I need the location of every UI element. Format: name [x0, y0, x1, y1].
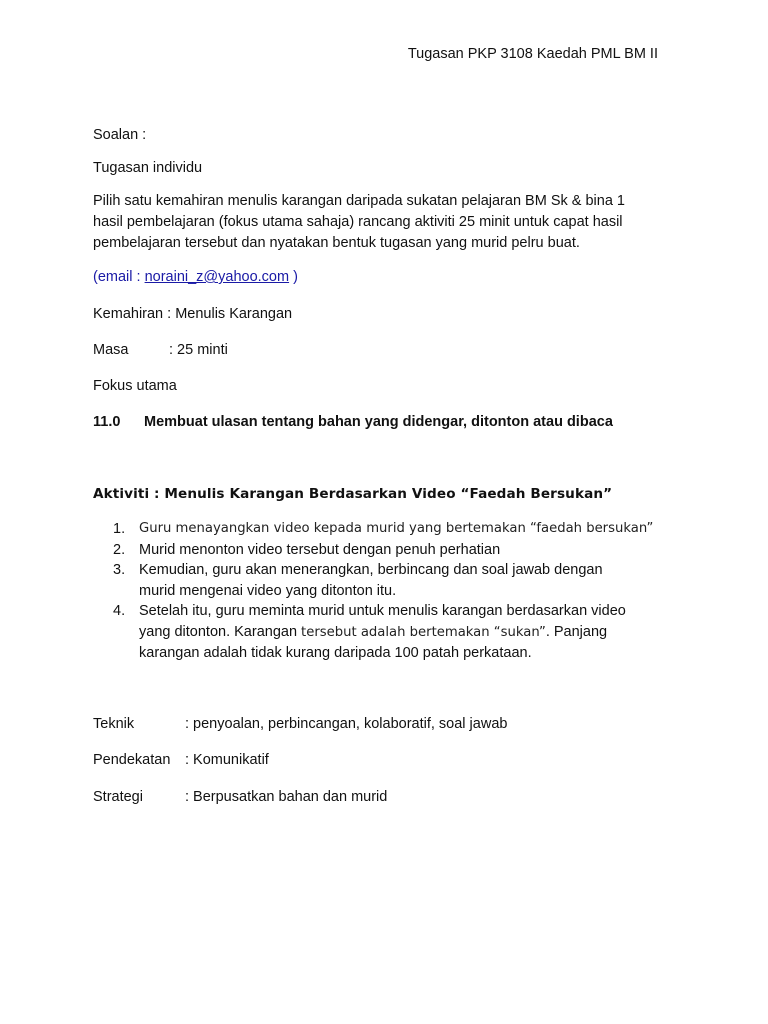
tugasan-label: Tugasan individu	[93, 160, 203, 176]
list-item	[113, 601, 693, 664]
objective-number: 11.0	[93, 414, 121, 430]
step-line-mixed	[139, 622, 693, 644]
objective-text: Membuat ulasan tentang bahan yang didengar, ditonton atau dibaca	[144, 414, 613, 430]
instruction-line: Pilih satu kemahiran menulis karangan daripada sukatan pelajaran BM Sk & bina 1	[93, 193, 625, 209]
objective-heading	[93, 414, 613, 430]
instruction-paragraph	[93, 191, 673, 254]
step-line: Setelah itu, guru meminta murid untuk menulis karangan berdasarkan video	[139, 603, 626, 619]
email-prefix: (email :	[93, 269, 145, 285]
activity-title: Aktiviti : Menulis Karangan Berdasarkan Video “Faedah Bersukan”	[93, 486, 613, 502]
fokus-label: Fokus utama	[93, 378, 177, 394]
list-item	[113, 540, 693, 561]
strategi-line	[93, 789, 387, 805]
list-item	[113, 560, 693, 601]
pendekatan-line	[93, 752, 269, 768]
step-text: tersebut adalah bertemakan “sukan”	[301, 624, 546, 640]
pendekatan-label: Pendekatan	[93, 752, 171, 768]
step-number: 1.	[113, 521, 126, 537]
teknik-label: Teknik	[93, 716, 135, 732]
list-item	[113, 519, 693, 540]
step-line: karangan adalah tidak kurang daripada 100 patah perkataan.	[139, 645, 532, 661]
email-link[interactable]: noraini_z@yahoo.com	[144, 269, 290, 285]
step-line: Murid menonton video tersebut dengan penuh perhatian	[139, 541, 501, 558]
step-text: yang ditonton. Karangan	[139, 623, 302, 640]
activity-steps	[113, 519, 693, 664]
step-line: murid mengenai video yang ditonton itu.	[139, 582, 397, 599]
teknik-value: : penyoalan, perbincangan, kolaboratif, soal jawab	[185, 716, 508, 732]
step-text: . Panjang	[545, 623, 608, 640]
strategi-label: Strategi	[93, 789, 143, 805]
step-number: 2.	[113, 541, 126, 558]
instruction-line: pembelajaran tersebut dan nyatakan bentuk tugasan yang murid pelru buat.	[93, 235, 580, 251]
strategi-value: : Berpusatkan bahan dan murid	[185, 789, 388, 805]
kemahiran-line: Kemahiran : Menulis Karangan	[93, 306, 293, 322]
masa-value: : 25 minti	[169, 342, 228, 358]
email-line	[93, 269, 298, 285]
teknik-line	[93, 716, 507, 732]
document-header: Tugasan PKP 3108 Kaedah PML BM II	[407, 46, 658, 62]
pendekatan-value: : Komunikatif	[185, 752, 269, 768]
email-suffix: )	[289, 269, 298, 285]
step-line: Kemudian, guru akan menerangkan, berbincang dan soal jawab dengan	[139, 562, 603, 578]
masa-label: Masa	[93, 342, 129, 358]
step-number: 4.	[113, 603, 126, 619]
masa-line	[93, 342, 228, 358]
soalan-label: Soalan :	[93, 127, 147, 143]
step-line: Guru menayangkan video kepada murid yang bertemakan “faedah bersukan”	[139, 521, 654, 536]
step-number: 3.	[113, 562, 126, 578]
instruction-line: hasil pembelajaran (fokus utama sahaja) rancang aktiviti 25 minit untuk capat hasil	[93, 214, 623, 230]
